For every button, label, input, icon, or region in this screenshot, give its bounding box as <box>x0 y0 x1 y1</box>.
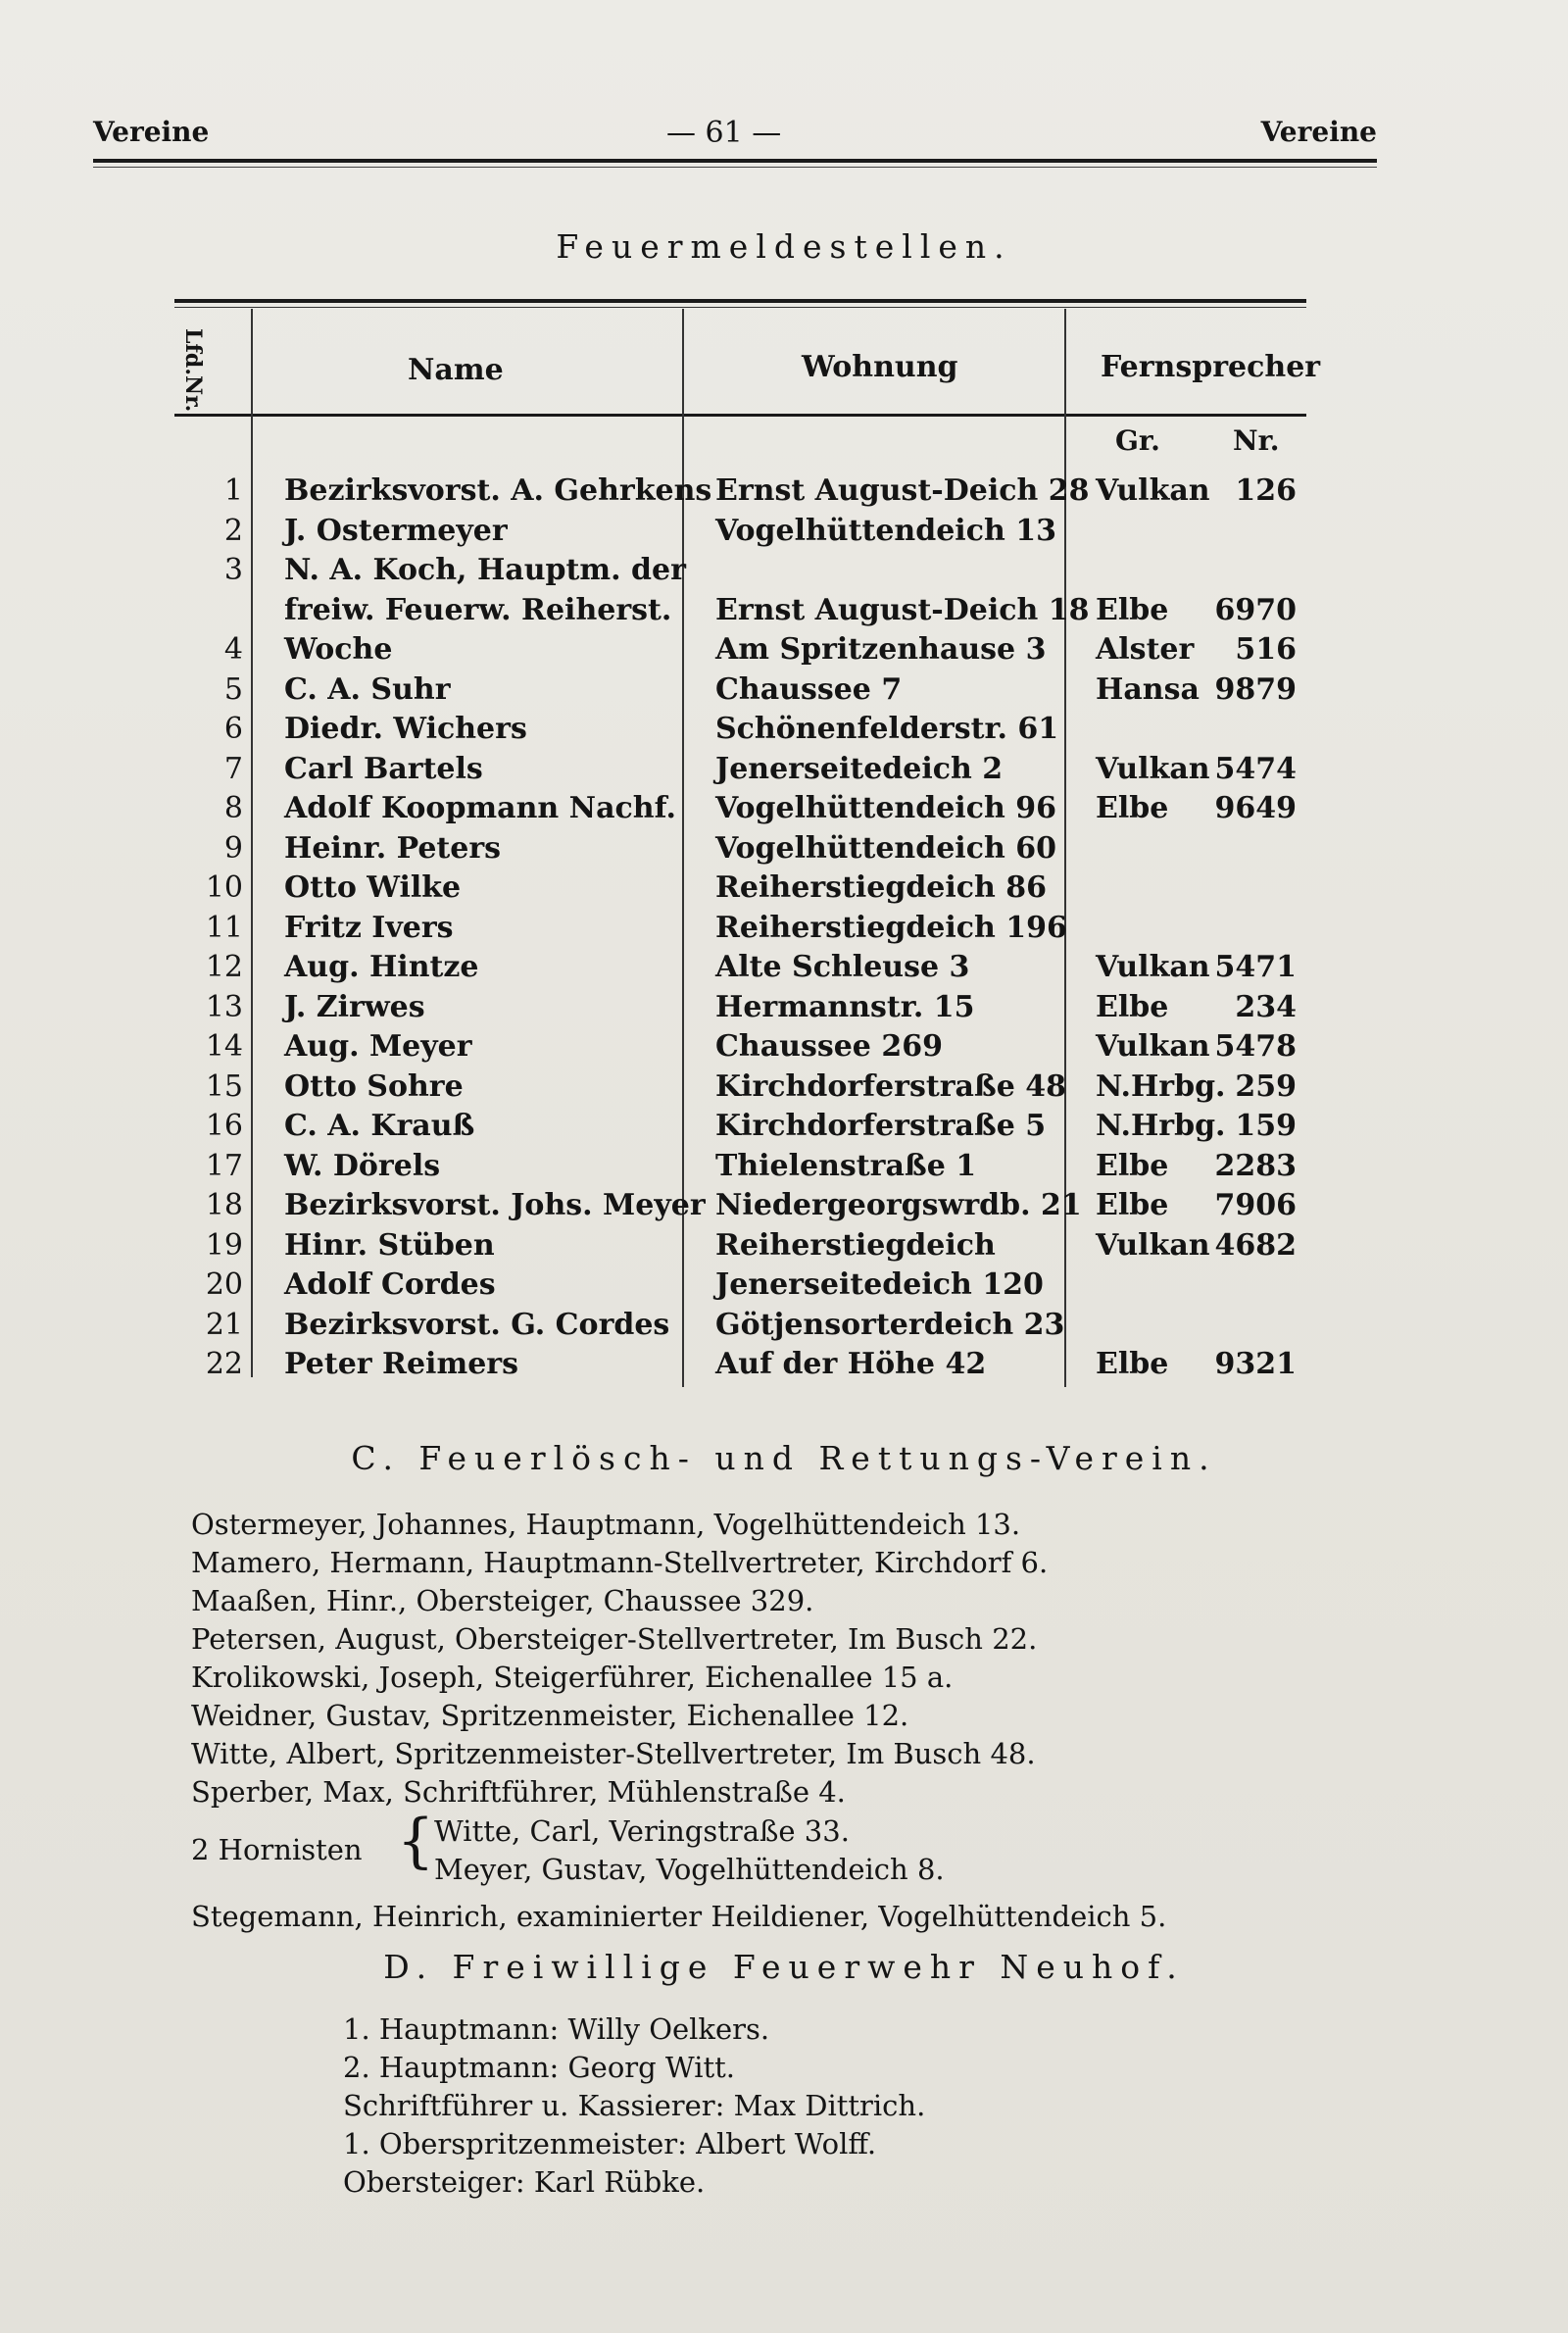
column-header-address: Wohnung <box>802 350 958 384</box>
table-row <box>174 791 1306 830</box>
table-row <box>174 1228 1306 1267</box>
row-name: Aug. Hintze <box>284 950 479 984</box>
row-name: freiw. Feuerw. Reiherst. <box>284 593 672 627</box>
table-row <box>174 632 1306 671</box>
table-row <box>174 473 1306 513</box>
row-name: Bezirksvorst. Johs. Meyer <box>284 1188 706 1222</box>
row-address: Ernst August-Deich 18 <box>715 593 1090 627</box>
row-address: Kirchdorferstraße 48 <box>715 1069 1067 1104</box>
list-item: Maaßen, Hinr., Obersteiger, Chaussee 329. <box>191 1584 814 1617</box>
table-row <box>174 1188 1306 1227</box>
table-row <box>174 990 1306 1029</box>
row-exchange: Elbe <box>1096 1347 1169 1381</box>
row-exchange: N.Hrbg. <box>1096 1109 1226 1143</box>
list-item: Sperber, Max, Schriftführer, Mühlenstraße 4. <box>191 1775 846 1809</box>
header-right: Vereine <box>1260 116 1377 148</box>
row-address: Am Spritzenhause 3 <box>715 632 1047 667</box>
table-row <box>174 752 1306 791</box>
row-number: 3 <box>223 553 243 587</box>
row-address: Ernst August-Deich 28 <box>715 473 1090 508</box>
running-header <box>93 116 1377 155</box>
row-number: 5 <box>223 672 243 707</box>
table-row <box>174 1069 1306 1109</box>
hornist-item: Meyer, Gustav, Vogelhüttendeich 8. <box>434 1853 945 1886</box>
row-phone-number: 259 <box>1235 1069 1297 1104</box>
list-item: Obersteiger: Karl Rübke. <box>343 2165 706 2199</box>
table-row <box>174 1267 1306 1307</box>
section-title-feuermeldestellen: Feuermeldestellen. <box>556 227 1012 266</box>
row-address: Jenerseitedeich 120 <box>715 1267 1044 1302</box>
page-number: — 61 — <box>666 116 782 150</box>
row-address: Reiherstiegdeich <box>715 1228 996 1263</box>
freiwillige-feuerwehr-list <box>343 2012 1225 2209</box>
row-phone-number: 7906 <box>1214 1188 1297 1222</box>
row-phone-number: 234 <box>1235 990 1297 1024</box>
row-exchange: Elbe <box>1096 1188 1169 1222</box>
header-rule <box>93 159 1377 163</box>
table-row <box>174 514 1306 553</box>
row-address: Vogelhüttendeich 60 <box>715 831 1056 866</box>
row-phone-number: 9879 <box>1214 672 1297 707</box>
row-number: 19 <box>205 1228 243 1263</box>
row-name: Peter Reimers <box>284 1347 518 1381</box>
table-row <box>174 1347 1306 1386</box>
row-exchange: Vulkan <box>1096 1228 1210 1263</box>
list-item: Stegemann, Heinrich, examinierter Heildiener, Vogelhüttendeich 5. <box>191 1900 1167 1933</box>
row-number: 18 <box>205 1188 243 1222</box>
row-exchange: Vulkan <box>1096 473 1210 508</box>
feuermeldestellen-table <box>174 299 1321 1392</box>
row-name: J. Ostermeyer <box>284 514 508 548</box>
row-number: 6 <box>223 712 243 746</box>
list-item: 2. Hauptmann: Georg Witt. <box>343 2051 736 2084</box>
row-address: Chaussee 269 <box>715 1029 943 1064</box>
table-row <box>174 1149 1306 1188</box>
row-address: Götjensorterdeich 23 <box>715 1308 1065 1342</box>
row-name: Bezirksvorst. G. Cordes <box>284 1308 670 1342</box>
table-row <box>174 950 1306 989</box>
list-item: Petersen, August, Obersteiger-Stellvertreter, Im Busch 22. <box>191 1622 1038 1656</box>
list-item: Ostermeyer, Johannes, Hauptmann, Vogelhüttendeich 13. <box>191 1508 1021 1541</box>
list-item: Mamero, Hermann, Hauptmann-Stellvertreter, Kirchdorf 6. <box>191 1546 1049 1579</box>
row-phone-number: 5471 <box>1214 950 1297 984</box>
row-address: Niedergeorgswrdb. 21 <box>715 1188 1082 1222</box>
table-row <box>174 1109 1306 1148</box>
row-number: 8 <box>223 791 243 825</box>
row-name: Aug. Meyer <box>284 1029 472 1064</box>
row-address: Thielenstraße 1 <box>715 1149 977 1183</box>
row-exchange: N.Hrbg. <box>1096 1069 1226 1104</box>
rettungsverein-list <box>191 1508 1367 1933</box>
row-phone-number: 516 <box>1235 632 1297 667</box>
row-name: Carl Bartels <box>284 752 483 786</box>
table-top-rule-thin <box>174 307 1306 308</box>
row-address: Reiherstiegdeich 86 <box>715 870 1048 905</box>
row-phone-number: 159 <box>1235 1109 1297 1143</box>
list-item: Witte, Albert, Spritzenmeister-Stellvertreter, Im Busch 48. <box>191 1737 1036 1770</box>
row-number: 20 <box>205 1267 243 1302</box>
row-name: J. Zirwes <box>284 990 425 1024</box>
header-left: Vereine <box>93 116 210 148</box>
table-row <box>174 553 1306 592</box>
row-phone-number: 6970 <box>1214 593 1297 627</box>
list-item: Schriftführer u. Kassierer: Max Dittrich. <box>343 2089 926 2122</box>
row-name: C. A. Suhr <box>284 672 451 707</box>
row-exchange: Alster <box>1096 632 1195 667</box>
row-name: Adolf Cordes <box>284 1267 496 1302</box>
section-title-rettungsverein: C. Feuerlösch- und Rettungs-Verein. <box>351 1439 1217 1477</box>
row-address: Kirchdorferstraße 5 <box>715 1109 1047 1143</box>
list-item: Weidner, Gustav, Spritzenmeister, Eichenallee 12. <box>191 1699 909 1732</box>
table-row <box>174 831 1306 870</box>
row-phone-number: 9321 <box>1214 1347 1297 1381</box>
row-address: Vogelhüttendeich 13 <box>715 514 1056 548</box>
list-item: Krolikowski, Joseph, Steigerführer, Eichenallee 15 a. <box>191 1661 954 1694</box>
column-header-name: Name <box>408 353 504 387</box>
row-number: 22 <box>205 1347 243 1381</box>
table-row <box>174 870 1306 910</box>
row-exchange: Elbe <box>1096 791 1169 825</box>
header-rule-thin <box>93 167 1377 168</box>
row-exchange: Vulkan <box>1096 1029 1210 1064</box>
row-exchange: Elbe <box>1096 1149 1169 1183</box>
column-subheader-exchange: Gr. <box>1115 424 1160 457</box>
row-name: W. Dörels <box>284 1149 441 1183</box>
row-phone-number: 9649 <box>1214 791 1297 825</box>
row-phone-number: 2283 <box>1214 1149 1297 1183</box>
row-name: Diedr. Wichers <box>284 712 527 746</box>
row-name: Fritz Ivers <box>284 911 454 945</box>
row-number: 1 <box>223 473 243 508</box>
row-number: 11 <box>205 911 243 945</box>
table-row <box>174 672 1306 712</box>
row-number: 4 <box>223 632 243 667</box>
row-number: 15 <box>205 1069 243 1104</box>
row-name: N. A. Koch, Hauptm. der <box>284 553 686 587</box>
row-number: 13 <box>205 990 243 1024</box>
row-address: Hermannstr. 15 <box>715 990 975 1024</box>
row-exchange: Elbe <box>1096 593 1169 627</box>
row-name: C. A. Krauß <box>284 1109 475 1143</box>
row-number: 14 <box>205 1029 243 1064</box>
row-number: 17 <box>205 1149 243 1183</box>
row-number: 2 <box>223 514 243 548</box>
row-number: 16 <box>205 1109 243 1143</box>
row-exchange: Elbe <box>1096 990 1169 1024</box>
table-row <box>174 1029 1306 1068</box>
list-item: 1. Hauptmann: Willy Oelkers. <box>343 2012 770 2046</box>
row-address: Auf der Höhe 42 <box>715 1347 987 1381</box>
hornist-item: Witte, Carl, Veringstraße 33. <box>434 1814 850 1848</box>
row-address: Chaussee 7 <box>715 672 903 707</box>
row-number: 9 <box>223 831 243 866</box>
row-number: 21 <box>205 1308 243 1342</box>
row-phone-number: 5478 <box>1214 1029 1297 1064</box>
row-name: Otto Sohre <box>284 1069 464 1104</box>
row-number: 7 <box>223 752 243 786</box>
row-phone-number: 5474 <box>1214 752 1297 786</box>
row-name: Otto Wilke <box>284 870 462 905</box>
row-name: Adolf Koopmann Nachf. <box>284 791 676 825</box>
section-title-freiwillige-feuerwehr: D. Freiwillige Feuerwehr Neuhof. <box>383 1948 1185 1986</box>
table-row <box>174 593 1306 632</box>
table-header-rule <box>174 414 1306 417</box>
row-number: 12 <box>205 950 243 984</box>
row-exchange: Vulkan <box>1096 950 1210 984</box>
hornists-label: 2 Hornisten <box>191 1833 363 1866</box>
column-header-lfd: Lfd.Nr. <box>180 328 206 413</box>
column-subheader-number: Nr. <box>1233 424 1280 457</box>
row-phone-number: 126 <box>1235 473 1297 508</box>
table-row <box>174 712 1306 751</box>
row-address: Alte Schleuse 3 <box>715 950 970 984</box>
row-name: Bezirksvorst. A. Gehrkens <box>284 473 712 508</box>
row-address: Vogelhüttendeich 96 <box>715 791 1056 825</box>
row-exchange: Vulkan <box>1096 752 1210 786</box>
row-address: Schönenfelderstr. 61 <box>715 712 1059 746</box>
row-address: Jenerseitedeich 2 <box>715 752 1004 786</box>
list-item: 1. Oberspritzenmeister: Albert Wolff. <box>343 2127 877 2160</box>
table-row <box>174 1308 1306 1347</box>
table-top-rule <box>174 299 1306 303</box>
row-exchange: Hansa <box>1096 672 1200 707</box>
row-name: Woche <box>284 632 393 667</box>
table-row <box>174 911 1306 950</box>
row-name: Hinr. Stüben <box>284 1228 495 1263</box>
row-number: 10 <box>205 870 243 905</box>
row-name: Heinr. Peters <box>284 831 502 866</box>
column-header-phone: Fernsprecher <box>1101 350 1321 384</box>
row-phone-number: 4682 <box>1214 1228 1297 1263</box>
brace-glyph: { <box>397 1807 435 1875</box>
row-address: Reiherstiegdeich 196 <box>715 911 1067 945</box>
